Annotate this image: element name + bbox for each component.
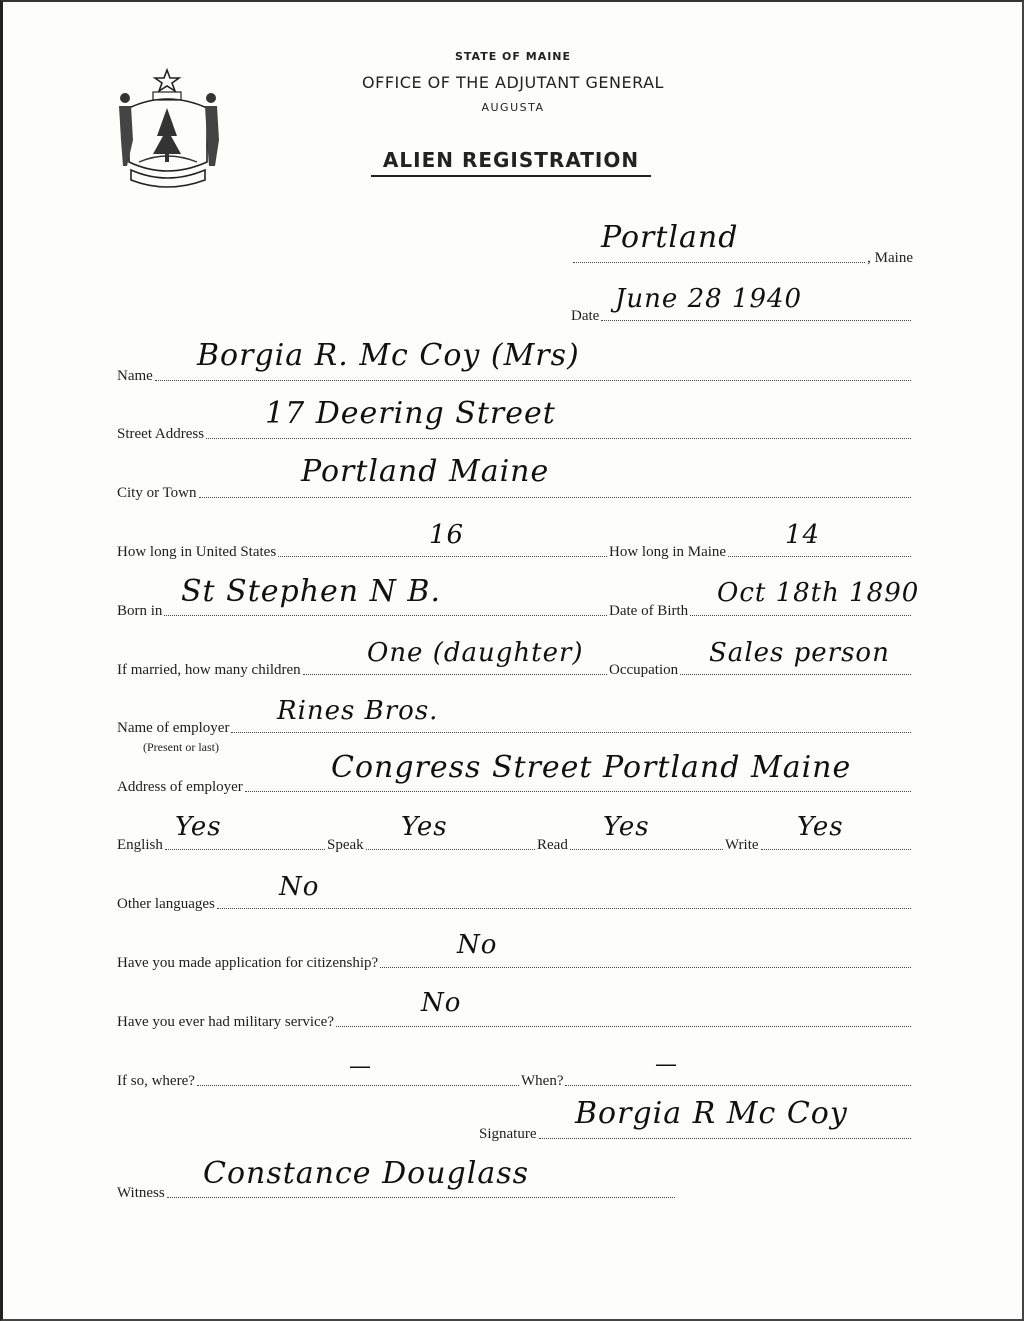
employer-address-label: Address of employer: [117, 779, 243, 795]
citizenship-label: Have you made application for citizenship?: [117, 955, 379, 971]
how-long-us-row: [117, 544, 609, 562]
when-entry: —: [655, 1052, 678, 1077]
other-languages-row: [117, 896, 913, 914]
speak-entry: Yes: [401, 812, 448, 842]
military-entry: No: [421, 988, 462, 1018]
signature-label: Signature: [479, 1126, 537, 1142]
signature-entry: Borgia R Mc Coy: [575, 1096, 848, 1131]
english-label: English: [117, 837, 163, 853]
speak-label: Speak: [327, 837, 364, 853]
military-label: Have you ever had military service?: [117, 1014, 334, 1030]
english-row: [117, 837, 327, 855]
date-entry: June 28 1940: [615, 284, 803, 314]
how-long-maine-entry: 14: [785, 520, 821, 550]
read-entry: Yes: [603, 812, 650, 842]
place-entry: Portland: [601, 220, 739, 255]
where-entry: —: [349, 1054, 372, 1079]
when-row: [521, 1073, 913, 1091]
employer-entry: Rines Bros.: [277, 696, 439, 726]
header-city: AUGUSTA: [481, 101, 545, 114]
citizenship-entry: No: [457, 930, 498, 960]
maine-state-seal-icon: [109, 62, 229, 190]
street-entry: 17 Deering Street: [265, 396, 556, 431]
english-entry: Yes: [175, 812, 222, 842]
write-entry: Yes: [797, 812, 844, 842]
date-label: Date: [571, 308, 600, 324]
header-state: STATE OF MAINE: [454, 50, 572, 63]
where-label: If so, where?: [117, 1073, 195, 1089]
employer-address-entry: Congress Street Portland Maine: [331, 750, 852, 785]
employer-row: [117, 720, 913, 738]
born-in-label: Born in: [117, 603, 163, 619]
name-entry: Borgia R. Mc Coy (Mrs): [197, 338, 580, 373]
witness-label: Witness: [117, 1185, 165, 1201]
city-label: City or Town: [117, 485, 197, 501]
how-long-us-entry: 16: [429, 520, 465, 550]
other-languages-label: Other languages: [117, 896, 215, 912]
witness-entry: Constance Douglass: [203, 1156, 529, 1191]
form-title: ALIEN REGISTRATION: [371, 148, 651, 177]
street-label: Street Address: [117, 426, 205, 442]
header-office: OFFICE OF THE ADJUTANT GENERAL: [362, 73, 664, 92]
military-row: [117, 1014, 913, 1032]
employer-label: Name of employer: [117, 720, 230, 736]
occupation-entry: Sales person: [709, 638, 890, 668]
where-row: [117, 1073, 521, 1091]
dob-label: Date of Birth: [609, 603, 689, 619]
how-long-us-label: How long in United States: [117, 544, 277, 560]
children-entry: One (daughter): [367, 638, 584, 668]
write-label: Write: [725, 837, 759, 853]
read-label: Read: [537, 837, 568, 853]
how-long-maine-row: [609, 544, 913, 562]
when-label: When?: [521, 1073, 564, 1089]
born-in-entry: St Stephen N B.: [181, 574, 442, 609]
city-entry: Portland Maine: [301, 454, 550, 489]
occupation-label: Occupation: [609, 662, 679, 678]
children-label: If married, how many children: [117, 662, 301, 678]
other-languages-entry: No: [279, 872, 320, 902]
dob-entry: Oct 18th 1890: [717, 578, 920, 608]
citizenship-row: [117, 955, 913, 973]
name-label: Name: [117, 368, 153, 384]
maine-label: , Maine: [867, 250, 913, 266]
how-long-maine-label: How long in Maine: [609, 544, 727, 560]
employer-sublabel: (Present or last): [143, 740, 219, 754]
